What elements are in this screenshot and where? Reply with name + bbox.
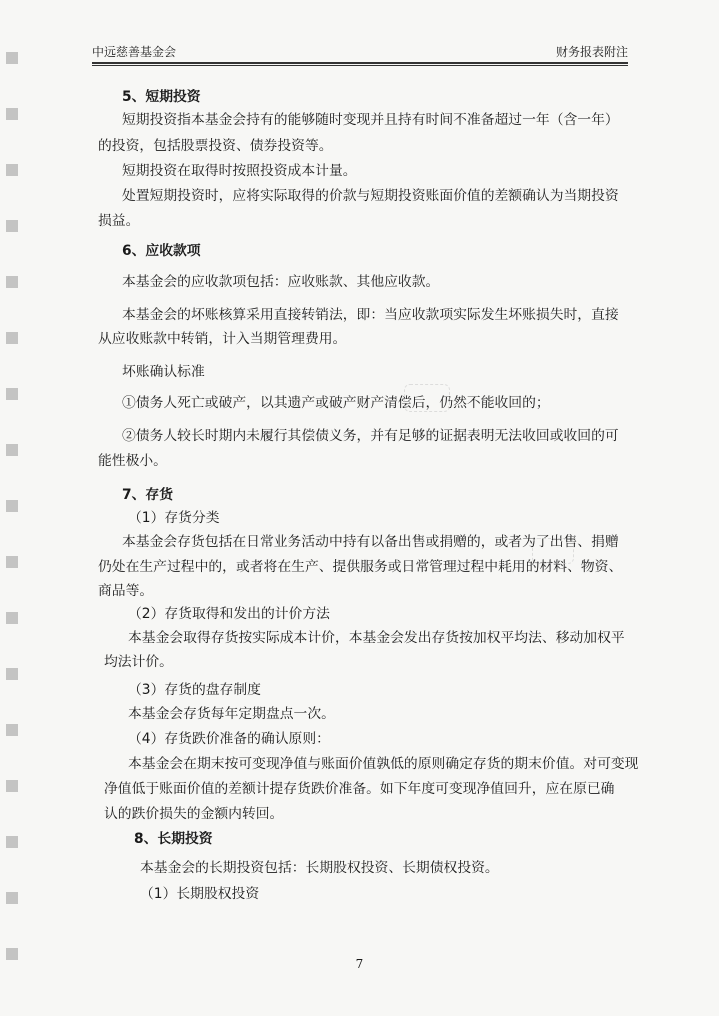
header-rule — [92, 62, 628, 66]
paragraph-line: 本基金会存货每年定期盘点一次。 — [128, 706, 335, 722]
paragraph-line: 短期投资指本基金会持有的能够随时变现并且持有时间不准备超过一年（含一年） — [122, 112, 619, 128]
paragraph-line: 本基金会的坏账核算采用直接转销法，即：当应收款项实际发生坏账损失时，直接 — [122, 307, 619, 323]
subsection-title: （2）存货取得和发出的计价方法 — [128, 606, 330, 622]
section-title-7: 7、存货 — [122, 487, 173, 503]
faint-stamp-mark — [532, 538, 574, 564]
page-header — [92, 40, 628, 62]
paragraph-line: 本基金会的应收款项包括：应收账款、其他应收款。 — [122, 274, 440, 290]
page-number: 7 — [355, 957, 364, 971]
paragraph-line: 处置短期投资时，应将实际取得的价款与短期投资账面价值的差额确认为当期投资 — [122, 188, 619, 204]
subsection-title: （4）存货跌价准备的确认原则： — [128, 731, 330, 747]
paragraph-line: 本基金会的长期投资包括：长期股权投资、长期债权投资。 — [140, 860, 499, 876]
section-title-5: 5、短期投资 — [122, 89, 201, 105]
subsection-title: （3）存货的盘存制度 — [128, 682, 261, 698]
paragraph-line: 本基金会取得存货按实际成本计价，本基金会发出存货按加权平均法、移动加权平 — [128, 630, 625, 646]
section-title-8: 8、长期投资 — [134, 831, 213, 847]
paragraph-line: 短期投资在取得时按照投资成本计量。 — [122, 163, 357, 179]
paragraph-line: 从应收账款中转销，计入当期管理费用。 — [98, 331, 347, 347]
header-section: 财务报表附注 — [555, 45, 628, 59]
paragraph-line: 损益。 — [98, 213, 140, 229]
faint-stamp-mark — [404, 384, 450, 412]
paragraph-line: 均法计价。 — [104, 654, 173, 670]
paragraph-line: 净值低于账面价值的差额计提存货跌价准备。如下年度可变现净值回升，应在原已确 — [104, 781, 615, 797]
paragraph-line: 本基金会在期末按可变现净值与账面价值孰低的原则确定存货的期末价值。对可变现 — [128, 756, 639, 772]
paragraph-line: 坏账确认标准 — [122, 364, 205, 380]
header-org: 中远慈善基金会 — [92, 45, 177, 59]
section-title-6: 6、应收款项 — [122, 243, 201, 259]
paragraph-line: 仍处在生产过程中的，或者将在生产、提供服务或日常管理过程中耗用的材料、物资、 — [98, 559, 623, 575]
paragraph-line: ②债务人较长时期内未履行其偿债义务，并有足够的证据表明无法收回或收回的可 — [122, 428, 619, 444]
paragraph-line: 能性极小。 — [98, 453, 167, 469]
subsection-title: （1）存货分类 — [128, 510, 220, 526]
paragraph-line: 本基金会存货包括在日常业务活动中持有以备出售或捐赠的，或者为了出售、捐赠 — [122, 534, 619, 550]
paragraph-line: 商品等。 — [98, 583, 154, 599]
binding-holes — [6, 30, 18, 1000]
paragraph-line: ①债务人死亡或破产，以其遗产或破产财产清偿后，仍然不能收回的； — [122, 395, 550, 411]
subsection-title: （1）长期股权投资 — [140, 886, 260, 902]
paragraph-line: 认的跌价损失的金额内转回。 — [104, 806, 284, 822]
paragraph-line: 的投资，包括股票投资、债券投资等。 — [98, 138, 333, 154]
